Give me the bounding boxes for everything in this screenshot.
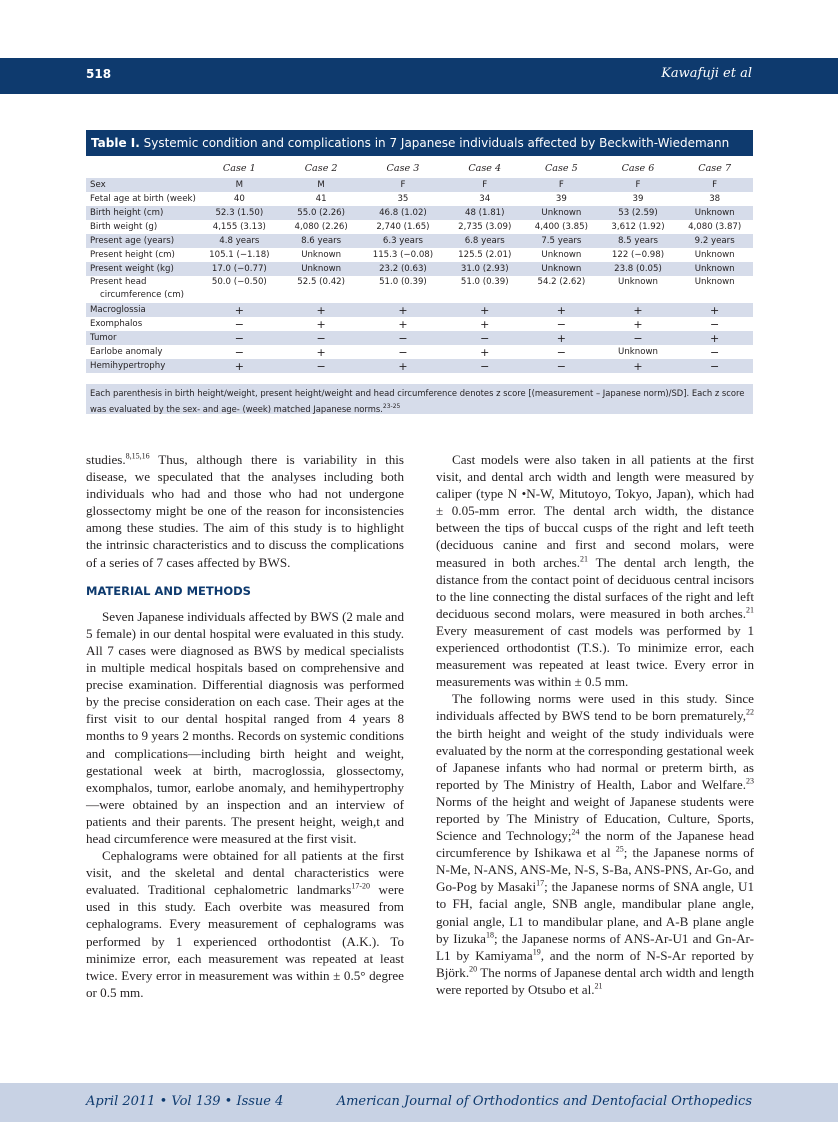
table-cell: 4.8 years bbox=[196, 234, 283, 248]
table-cell: 6.3 years bbox=[359, 234, 446, 248]
journal-name: American Journal of Orthodontics and Dentofacial Orthopedics bbox=[336, 1094, 752, 1109]
table-cell: Unknown bbox=[301, 249, 342, 260]
table-cell: 2,740 (1.65) bbox=[376, 221, 430, 232]
table-cell: Unknown bbox=[283, 262, 360, 276]
table-cell: − bbox=[600, 331, 677, 345]
citation-ref: 18 bbox=[486, 930, 494, 940]
table-cell: − bbox=[556, 345, 566, 359]
citation-ref: 24 bbox=[571, 827, 580, 837]
table-row bbox=[86, 178, 753, 192]
row-label-line-2: circumference (cm) bbox=[100, 290, 184, 300]
paragraph bbox=[86, 847, 404, 1001]
table-cell: 23.8 (0.05) bbox=[600, 262, 677, 276]
column-header: Case 7 bbox=[698, 163, 732, 174]
paragraph-text: the birth height and weight of the study individuals were evaluated by the norm at the corresponding gestational week of Japanese infants who had normal or preterm birth, as reported by The Ministry of Health, Labor and Welfare. bbox=[436, 725, 754, 792]
table-cell: + bbox=[676, 303, 753, 317]
paragraph-text: The following norms were used in this study. Since individuals affected by BWS tend to be born prematurely, bbox=[436, 691, 754, 724]
table-cell: 51.0 (0.39) bbox=[379, 277, 427, 287]
table-row bbox=[86, 331, 753, 345]
data-table bbox=[86, 159, 753, 373]
citation-ref: 19 bbox=[532, 947, 541, 957]
row-label: Earlobe anomaly bbox=[90, 346, 163, 357]
paragraph-text: Every measurement of cast models was performed by 1 experienced orthodontist (T.S.). To minimize error, each measurement was repeated at least twice. Every error in measurements was within ± 0.5 mm. bbox=[436, 622, 754, 690]
table-row bbox=[86, 234, 753, 248]
table-cell: 2,735 (3.09) bbox=[458, 221, 512, 232]
table-cell: + bbox=[398, 317, 408, 331]
table-cell: − bbox=[556, 317, 566, 331]
right-column bbox=[436, 451, 754, 998]
paragraph bbox=[436, 690, 754, 998]
table-cell: 54.2 (2.62) bbox=[537, 277, 586, 287]
page-number: 518 bbox=[86, 67, 112, 81]
paragraph-text: The dental arch length, the distance from the contact point of deciduous central incisors to the line connecting the distal surfaces of the right and left deciduous second molars, were measured in both arches. bbox=[436, 554, 754, 621]
paragraph-text: Norms of the height and weight of Japanese students were reported by The Ministry of Education, Culture, Sports, Science and Technology; bbox=[436, 793, 754, 844]
table-cell: F bbox=[523, 178, 600, 192]
table-row bbox=[86, 192, 753, 206]
table-cell: 48 (1.81) bbox=[446, 206, 523, 220]
table-cell: Unknown bbox=[676, 262, 753, 276]
table-cell: 31.0 (2.93) bbox=[446, 262, 523, 276]
left-column bbox=[86, 451, 404, 1001]
citation-ref: 8,15,16 bbox=[125, 451, 150, 461]
row-label: Birth height (cm) bbox=[86, 206, 196, 220]
table-cell: M bbox=[196, 178, 283, 192]
column-header bbox=[86, 159, 196, 178]
table-cell: − bbox=[676, 359, 753, 373]
table-cell: M bbox=[283, 178, 360, 192]
table-cell: 39 bbox=[632, 193, 644, 204]
row-label: Tumor bbox=[86, 331, 196, 345]
citation-ref: 17 bbox=[536, 878, 545, 888]
table-cell: 39 bbox=[555, 193, 567, 204]
table-cell: 23.2 (0.63) bbox=[359, 262, 446, 276]
table-cell: 8.5 years bbox=[600, 234, 677, 248]
table-cell: + bbox=[523, 331, 600, 345]
citation-ref: 20 bbox=[469, 964, 478, 974]
table-cell: 38 bbox=[709, 193, 721, 204]
table-cell: − bbox=[234, 317, 244, 331]
table-cell: 50.0 (−0.50) bbox=[211, 277, 267, 287]
table-cell: + bbox=[359, 303, 446, 317]
table-row bbox=[86, 248, 753, 262]
row-label-line-1: Present head bbox=[90, 277, 147, 287]
table-cell: F bbox=[676, 178, 753, 192]
table-cell: 122 (−0.98) bbox=[611, 249, 665, 260]
table-cell: Unknown bbox=[694, 277, 735, 287]
row-label: Macroglossia bbox=[86, 303, 196, 317]
paragraph-text: The norms of Japanese dental arch width and length were reported by Otsubo et al. bbox=[436, 964, 754, 997]
table-cell: 46.8 (1.02) bbox=[359, 206, 446, 220]
table-cell: + bbox=[359, 359, 446, 373]
column-header: Case 4 bbox=[468, 163, 502, 174]
table-cell: 4,155 (3.13) bbox=[212, 221, 266, 232]
table-cell: 105.1 (−1.18) bbox=[209, 249, 270, 260]
table-cell: 17.0 (−0.77) bbox=[196, 262, 283, 276]
table-row bbox=[86, 317, 753, 331]
table-1 bbox=[86, 130, 753, 416]
table-cell: − bbox=[359, 331, 446, 345]
row-label bbox=[86, 276, 196, 303]
row-label: Hemihypertrophy bbox=[86, 359, 196, 373]
column-header: Case 1 bbox=[222, 163, 256, 174]
paragraph-text: , and the norm of N-S-Ar reported by Björk. bbox=[436, 947, 754, 980]
table-cell: 34 bbox=[479, 193, 491, 204]
column-header: Case 3 bbox=[386, 163, 420, 174]
paragraph-text: ; the Japanese norms of N-Me, N-ANS, ANS-Me, N-S, S-Ba, ANS-PNS, Ar-Go, and Go-Pog by Masaki bbox=[436, 845, 754, 895]
table-cell: + bbox=[316, 317, 326, 331]
table-cell: 51.0 (0.39) bbox=[460, 277, 509, 287]
table-cell: − bbox=[710, 345, 720, 359]
table-cell: − bbox=[283, 359, 360, 373]
paragraph bbox=[436, 451, 754, 690]
table-caption-text: Systemic condition and complications in 7 Japanese individuals affected by Beckwith-Wiedemann syndrome bbox=[86, 136, 730, 176]
running-author: Kawafuji et al bbox=[661, 66, 752, 81]
table-header-row bbox=[86, 159, 753, 178]
table-cell: F bbox=[446, 178, 523, 192]
table-cell: 9.2 years bbox=[676, 234, 753, 248]
table-cell: − bbox=[446, 331, 523, 345]
table-cell: 52.5 (0.42) bbox=[297, 277, 345, 287]
issue-info: April 2011 • Vol 139 • Issue 4 bbox=[86, 1094, 284, 1109]
row-label: Exomphalos bbox=[90, 318, 143, 329]
table-cell: − bbox=[234, 345, 244, 359]
table-footnote-text: Each parenthesis in birth height/weight, present height/weight and head circumference denotes z score [(measurement – Japanese norm)/SD]. Each z score was evaluated by the sex- and age- (week) matched Japanese norms. bbox=[90, 388, 745, 414]
table-cell: − bbox=[196, 331, 283, 345]
table-cell: + bbox=[480, 345, 490, 359]
table-cell: + bbox=[196, 359, 283, 373]
table-cell: + bbox=[633, 317, 643, 331]
column-header: Case 6 bbox=[621, 163, 655, 174]
row-label: Present weight (kg) bbox=[86, 262, 196, 276]
table-cell: 53 (2.59) bbox=[600, 206, 677, 220]
table-row bbox=[86, 359, 753, 373]
citation-ref: 25 bbox=[615, 844, 624, 854]
table-cell: 8.6 years bbox=[283, 234, 360, 248]
citation-ref: 21 bbox=[746, 605, 754, 615]
table-cell: Unknown bbox=[618, 346, 658, 357]
paragraph-text: Cast models were also taken in all patients at the first visit, and dental arch width and length were measured by caliper (type N •N-W, Mitutoyo, Tokyo, Japan), which had ± 0.05-mm error. The dental arch width, the distance between the tips of buccal cusps of the right and left teeth (deciduous canine and first and second molars, were measured in both arches. bbox=[436, 452, 754, 570]
paragraph-text: were used in this study. Each overbite was measured from cephalograms. Every measurement of cephalograms was performed by 1 experienced orthodontist (A.K.). To minimize error, each measurement was repeated at least twice. Every error in measurement was within ± 0.5° degree or 0.5 mm. bbox=[86, 882, 404, 1000]
column-header: Case 2 bbox=[304, 163, 338, 174]
table-cell: 7.5 years bbox=[523, 234, 600, 248]
citation-ref: 23-25 bbox=[382, 403, 401, 410]
table-cell: + bbox=[446, 303, 523, 317]
table-row bbox=[86, 206, 753, 220]
table-cell: + bbox=[480, 317, 490, 331]
table-cell: + bbox=[316, 345, 326, 359]
column-header: Case 5 bbox=[544, 163, 578, 174]
table-row bbox=[86, 276, 753, 303]
table-cell: Unknown bbox=[618, 277, 658, 287]
table-cell: + bbox=[523, 303, 600, 317]
table-cell: Unknown bbox=[523, 262, 600, 276]
table-cell: 41 bbox=[315, 193, 327, 204]
table-cell: F bbox=[359, 178, 446, 192]
table-cell: 125.5 (2.01) bbox=[458, 249, 512, 260]
paragraph: Seven Japanese individuals affected by BWS (2 male and 5 female) in our dental hospital were evaluated in this study. All 7 cases were diagnosed as BWS by medical specialists in multiple medical hospitals based on comprehensive and precise examination. Differential diagnosis was performed by the precise consideration on each case. Their ages at the first visit to our dental hospital ranged from 4 years 8 months to 9 years 2 months. Records on systemic conditions and complications—including birth height and weight, gestational week at birth, macroglossia, glossectomy, exomphalos, tumor, earlobe anomaly, and hemihypertrophy—were obtained by an inspection and an interview of patients and their parents. The present height, weigh,t and head circumference were measured at the first visit. bbox=[86, 608, 404, 846]
table-cell: + bbox=[600, 359, 677, 373]
table-cell: F bbox=[600, 178, 677, 192]
table-cell: Unknown bbox=[541, 249, 582, 260]
page-footer-bar bbox=[0, 1083, 838, 1122]
paragraph-lead: studies. bbox=[86, 452, 126, 467]
table-row bbox=[86, 345, 753, 359]
table-cell: + bbox=[676, 331, 753, 345]
table-cell: 4,080 (2.26) bbox=[294, 221, 348, 232]
table-cell: 52.3 (1.50) bbox=[196, 206, 283, 220]
table-row bbox=[86, 262, 753, 276]
citation-ref: 21 bbox=[594, 981, 603, 991]
section-heading: MATERIAL AND METHODS bbox=[86, 583, 251, 598]
table-cell: − bbox=[523, 359, 600, 373]
row-label: Present age (years) bbox=[86, 234, 196, 248]
table-cell: 4,080 (3.87) bbox=[688, 221, 742, 232]
paragraph-text: ; the Japanese norms of SNA angle, U1 to FH, facial angle, SNB angle, mandibular plane angle, gonial angle, L1 to mandibular plane, and A-B plane angle by Iizuka bbox=[436, 879, 754, 946]
table-cell: Unknown bbox=[676, 206, 753, 220]
table-row bbox=[86, 220, 753, 234]
row-label: Present height (cm) bbox=[90, 249, 175, 260]
table-cell: − bbox=[710, 317, 720, 331]
paragraph-text: the norm of the Japanese head circumference by Ishikawa et al bbox=[436, 828, 754, 861]
table-cell: 6.8 years bbox=[446, 234, 523, 248]
table-row bbox=[86, 303, 753, 317]
paragraph-text: ; the Japanese norms of ANS-Ar-U1 and Gn-Ar-L1 by Kamiyama bbox=[436, 930, 754, 963]
table-cell: 3,612 (1.92) bbox=[611, 221, 665, 232]
table-footnote bbox=[86, 384, 753, 414]
table-cell: − bbox=[283, 331, 360, 345]
table-cell: + bbox=[600, 303, 677, 317]
table-cell: − bbox=[398, 345, 408, 359]
row-label: Sex bbox=[86, 178, 196, 192]
table-cell: + bbox=[283, 303, 360, 317]
citation-ref: 22 bbox=[746, 708, 754, 718]
table-cell: 40 bbox=[233, 193, 245, 204]
table-cell: + bbox=[196, 303, 283, 317]
citation-ref: 23 bbox=[746, 776, 754, 786]
table-label: Table I. bbox=[91, 136, 140, 150]
paragraph-text: Cephalograms were obtained for all patients at the first visit, and the skeletal and dental characteristics were evaluated. Traditional cephalometric landmarks bbox=[86, 848, 404, 898]
table-cell: Unknown bbox=[523, 206, 600, 220]
page-header-bar bbox=[0, 58, 838, 94]
table-cell: 55.0 (2.26) bbox=[283, 206, 360, 220]
citation-ref: 21 bbox=[579, 554, 588, 564]
paragraph-text: Thus, although there is variability in this disease, we speculated that the analyses including both individuals who had and those who had not undergone glossectomy might be one of the reason for inconsistencies among these studies. The aim of this study is to highlight the intrinsic characteristics and to discuss the complications of a series of 7 cases affected by BWS. bbox=[86, 452, 404, 570]
row-label: Fetal age at birth (week) bbox=[90, 193, 196, 204]
table-cell: 115.3 (−0.08) bbox=[372, 249, 434, 260]
row-label: Birth weight (g) bbox=[90, 221, 158, 232]
table-cell: Unknown bbox=[694, 249, 735, 260]
table-cell: 35 bbox=[397, 193, 409, 204]
citation-ref: 17-20 bbox=[351, 881, 370, 891]
table-cell: 4,400 (3.85) bbox=[534, 221, 588, 232]
table-cell: − bbox=[446, 359, 523, 373]
paragraph bbox=[86, 451, 404, 571]
